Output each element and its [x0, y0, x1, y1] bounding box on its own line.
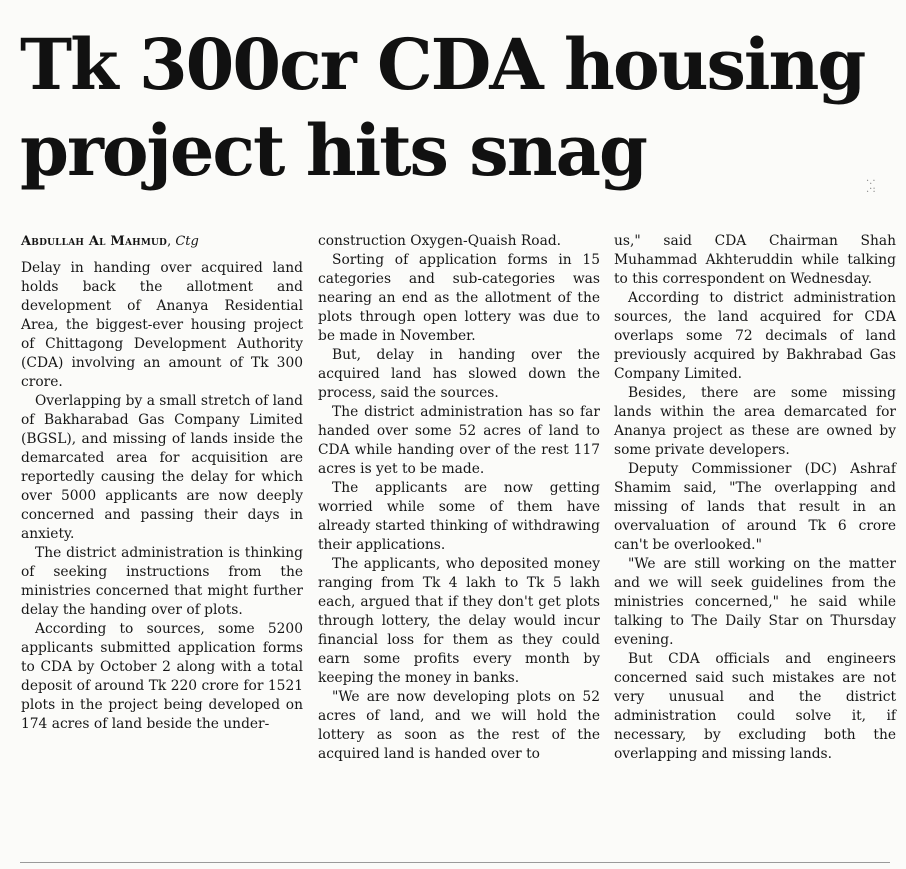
byline-location: Ctg [175, 234, 199, 249]
paragraph-continued: construction Oxygen-Quaish Road. [318, 233, 562, 249]
paragraph-continued: us," said CDA Chairman Shah Muhammad Akhteruddin while talking to this correspondent on Wednesday. [614, 233, 896, 287]
headline-line-1: Tk 300cr CDA housing [20, 23, 865, 106]
paragraph: The applicants are now getting worried while some of them have already started thinking of withdrawing their applications. [318, 480, 600, 553]
paragraph: According to district administration sources, the land acquired for CDA overlaps some 72 decimals of land previously acquired by Bakhrabad Gas Company Limited. [614, 290, 896, 382]
paragraph: "We are still working on the matter and we will seek guidelines from the ministries concerned," he said while talking to The Daily Star on Thursday evening. [614, 556, 896, 648]
paragraph: But, delay in handing over the acquired land has slowed down the process, said the sources. [318, 347, 600, 401]
paragraph: Deputy Commissioner (DC) Ashraf Shamim said, "The overlapping and missing of lands that result in an overvaluation of around Tk 6 crore can't be overlooked." [614, 461, 896, 553]
bottom-rule [20, 862, 890, 863]
print-speckle: ·.· .·: [866, 176, 876, 195]
paragraph: According to sources, some 5200 applicants submitted application forms to CDA by October 2 along with a total deposit of around Tk 220 crore for 1521 plots in the project being developed on 174 acres of land beside the under- [21, 621, 303, 732]
article-column-3 [614, 232, 896, 764]
paragraph: But CDA officials and engineers concerned said such mistakes are not very unusual and the district administration could solve it, if necessary, by excluding both the overlapping and missing lands. [614, 651, 896, 762]
byline-author: Abdullah Al Mahmud [21, 234, 168, 249]
byline [21, 232, 303, 251]
paragraph: "We are now developing plots on 52 acres of land, and we will hold the lottery as soon as the rest of the acquired land is handed over to [318, 689, 600, 762]
headline-line-2: project hits snag [20, 109, 646, 192]
paragraph: Besides, there are some missing lands within the area demarcated for Ananya project as these are owned by some private developers. [614, 385, 896, 458]
paragraph: Delay in handing over acquired land holds back the allotment and development of Ananya Residential Area, the biggest-ever housing project of Chittagong Development Authority (CDA) involving an amount of Tk 300 crore. [21, 260, 303, 390]
paragraph: Sorting of application forms in 15 categories and sub-categories was nearing an end as the allotment of the plots through open lottery was due to be made in November. [318, 252, 600, 344]
article-column-2 [318, 232, 600, 764]
article-column-1 [21, 232, 303, 734]
paragraph: The district administration is thinking of seeking instructions from the ministries concerned that might further delay the handing over of plots. [21, 545, 303, 618]
headline [20, 22, 890, 194]
paragraph: Overlapping by a small stretch of land of Bakharabad Gas Company Limited (BGSL), and missing of lands inside the demarcated area for acquisition are reportedly causing the delay for which over 5000 applicants are now deeply concerned and passing their days in anxiety. [21, 393, 303, 542]
byline-separator: , [167, 234, 176, 249]
paragraph: The district administration has so far handed over some 52 acres of land to CDA while handing over of the rest 117 acres is yet to be made. [318, 404, 600, 477]
paragraph: The applicants, who deposited money ranging from Tk 4 lakh to Tk 5 lakh each, argued that if they don't get plots through lottery, the delay would incur financial loss for them as they could earn some profits every month by keeping the money in banks. [318, 556, 600, 686]
